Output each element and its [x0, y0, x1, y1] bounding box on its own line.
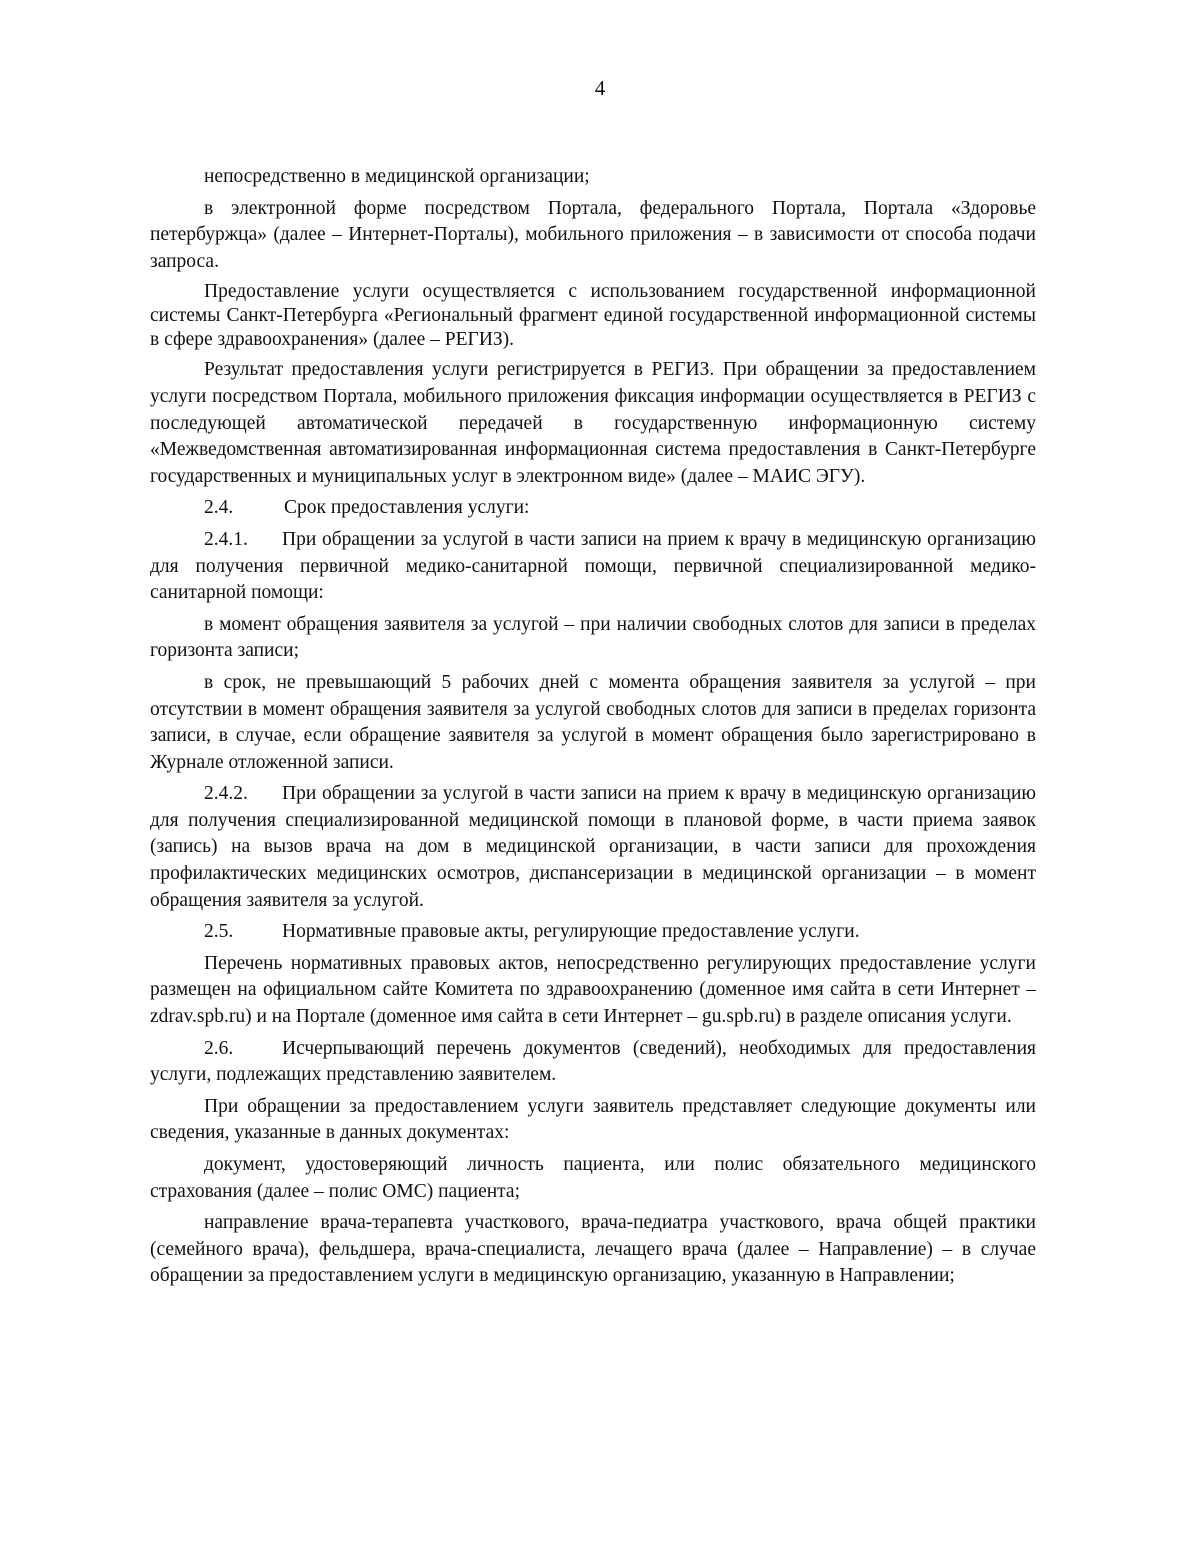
paragraph	[150, 1094, 1036, 1147]
paragraph	[150, 1152, 1036, 1205]
section-number: 2.4.	[204, 497, 234, 519]
section-heading	[150, 919, 1036, 946]
paragraph	[150, 280, 1036, 352]
paragraph-text: в срок, не превышающий 5 рабочих дней с момента обращения заявителя за услугой – при отсутствии в момент обращения заявителя за услугой свободных слотов для записи в пределах горизонта записи, в случае, если обращение заявителя за услугой в момент обращения было зарегистрировано в Журнале отложенной записи.	[150, 671, 1036, 773]
paragraph-text: При обращении за услугой в части записи на прием к врачу в медицинскую организацию для получения специализированной медицинской помощи в плановой форме, в части приема заявок (запись) на вызов врача на дом в медицинской организации, в части записи для прохождения профилактических медицинских осмотров, диспансеризации в медицинской организации – в момент обращения заявителя за услугой.	[150, 783, 1036, 911]
paragraph-text: При обращении за предоставлением услуги заявитель представляет следующие документы или сведения, указанные в данных документах:	[150, 1095, 1036, 1144]
paragraph	[150, 670, 1036, 776]
paragraph-text: документ, удостоверяющий личность пациента, или полис обязательного медицинского страхования (далее – полис ОМС) пациента;	[150, 1154, 1036, 1202]
section-number: 2.4.2.	[204, 783, 248, 805]
section-title: Исчерпывающий перечень документов (сведений), необходимых для предоставления услуги, подлежащих представлению заявителем.	[150, 1037, 1036, 1086]
section-number: 2.5.	[204, 921, 234, 943]
paragraph-text: непосредственно в медицинской организации;	[204, 166, 590, 187]
paragraph-text: Результат предоставления услуги регистрируется в РЕГИЗ. При обращении за предоставлением услуги посредством Портала, мобильного приложения фиксация информации осуществляется в РЕГИЗ с последующей автоматической передачей в государственную информационную систему «Межведомственная автоматизированная информационная система предоставления в Санкт-Петербурге государственных и муниципальных услуг в электронном виде» (далее – МАИС ЭГУ).	[150, 359, 1036, 487]
section-number: 2.6.	[204, 1037, 234, 1059]
paragraph-text: Перечень нормативных правовых актов, непосредственно регулирующих предоставление услуги размещен на официальном сайте Комитета по здравоохранению (доменное имя сайта в сети Интернет – zdrav.spb.ru) и на Портале (доменное имя сайта в сети Интернет – gu.spb.ru) в разделе описания услуги.	[150, 952, 1036, 1028]
paragraph	[150, 357, 1036, 490]
section-heading	[150, 495, 1036, 522]
subsection-paragraph	[150, 527, 1036, 607]
section-heading	[150, 1036, 1036, 1089]
section-title: Нормативные правовые акты, регулирующие предоставление услуги.	[282, 921, 860, 943]
page-number: 4	[594, 76, 606, 100]
paragraph	[150, 164, 1036, 191]
paragraph-text: Предоставление услуги осуществляется с использованием государственной информационной системы Санкт-Петербурга «Региональный фрагмент единой государственной информационной системы в сфере здравоохранения» (далее – РЕГИЗ).	[150, 281, 1036, 351]
paragraph-text: направление врача-терапевта участкового, врача-педиатра участкового, врача общей практики (семейного врача), фельдшера, врача-специалиста, лечащего врача (далее – Направление) – в случае обращении за предоставлением услуги в медицинскую организацию, указанную в Направлении;	[150, 1212, 1036, 1287]
paragraph	[150, 951, 1036, 1031]
paragraph-text: При обращении за услугой в части записи на прием к врачу в медицинскую организацию для получения первичной медико-санитарной помощи, первичной специализированной медико-санитарной помощи:	[150, 528, 1036, 604]
paragraph	[150, 196, 1036, 276]
paragraph-text: в момент обращения заявителя за услугой – при наличии свободных слотов для записи в пределах горизонта записи;	[150, 613, 1036, 662]
section-number: 2.4.1.	[204, 528, 248, 550]
paragraph-text: в электронной форме посредством Портала, федерального Портала, Портала «Здоровье петербуржца» (далее – Интернет-Порталы), мобильного приложения – в зависимости от способа подачи запроса.	[150, 197, 1036, 272]
paragraph	[150, 612, 1036, 665]
subsection-paragraph	[150, 781, 1036, 914]
document-body	[150, 164, 1036, 1295]
section-title: Срок предоставления услуги:	[284, 497, 530, 519]
paragraph	[150, 1210, 1036, 1290]
